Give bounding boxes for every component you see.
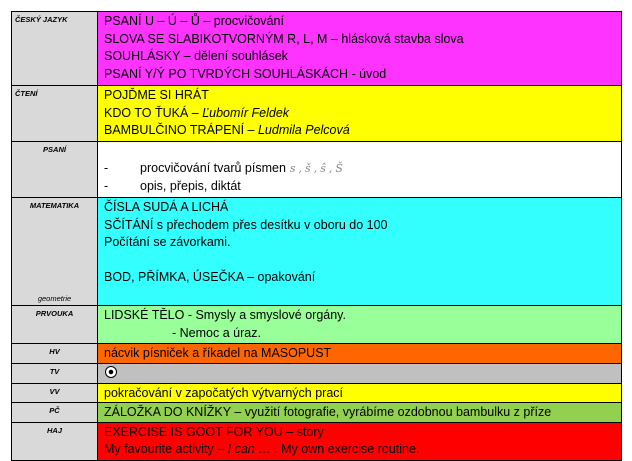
row-vv [12, 383, 622, 403]
cteni-line-1: POJĎME SI HRÁT [104, 88, 209, 102]
psani-bullet-2-text: opis, přepis, diktát [140, 178, 241, 193]
subject-cteni: ČTENÍ [12, 86, 98, 142]
subject-cesky-jazyk: ČESKÝ JAZYK [12, 12, 98, 86]
content-haj [98, 422, 622, 460]
content-vv: pokračování v započatých výtvarných prací [98, 383, 622, 403]
cteni-title-3: BAMBULČINO TRÁPENÍ – [104, 123, 258, 137]
bullet-dash: - [104, 161, 109, 175]
content-hv: nácvik písniček a říkadel na MASOPUST [98, 344, 622, 364]
row-cesky-jazyk [12, 12, 622, 86]
haj-line-2-c: My own exercise routine. [277, 442, 420, 456]
bullet-dash: - [104, 178, 109, 193]
content-matematika [98, 198, 622, 306]
subject-pc: PČ [12, 403, 98, 423]
cteni-line-2 [104, 105, 621, 123]
subject-hv: HV [12, 344, 98, 364]
subject-vv: VV [12, 383, 98, 403]
psani-bullet-1 [104, 160, 621, 178]
subject-prvouka: PRVOUKA [12, 306, 98, 344]
subject-matematika-label: MATEMATIKA [29, 201, 80, 210]
cteni-title-2: KDO TO ŤUKÁ – [104, 105, 203, 120]
haj-line-2 [104, 441, 621, 459]
subject-haj: HAJ [12, 422, 98, 460]
cesky-line-4: PSANÍ Y/Ý PO TVRDÝCH SOUHLÁSKÁCH - úvod [104, 66, 387, 81]
cteni-line-3 [104, 122, 621, 140]
mat-line-3: Počítání se závorkami. [104, 235, 231, 249]
mat-line-4: BOD, PŘÍMKA, ÚSEČKA – opakování [104, 270, 316, 284]
row-hv [12, 344, 622, 364]
content-tv [98, 364, 622, 384]
content-pc: ZÁLOŽKA DO KNÍŽKY – využití fotografie, vyrábíme ozdobnou bambulku z příze [98, 403, 622, 423]
psani-bullet-2 [104, 178, 621, 196]
row-haj [12, 422, 622, 460]
subject-psani: PSANÍ [12, 142, 98, 198]
content-psani [98, 142, 622, 198]
row-cteni [12, 86, 622, 142]
content-prvouka [98, 306, 622, 344]
row-pc [12, 403, 622, 423]
haj-line-2-b: I can … . [227, 442, 278, 456]
haj-line-2-a: My favourite activity – [104, 442, 228, 456]
cteni-author-2: Ľubomír Feldek [202, 105, 290, 120]
row-matematika [12, 198, 622, 306]
content-cesky-jazyk [98, 12, 622, 86]
haj-line-1: EXERCISE IS GOOT FOR YOU – story [104, 424, 324, 439]
mat-line-1: ČÍSLA SUDÁ A LICHÁ [104, 200, 229, 214]
subject-geometrie: geometrie [37, 294, 72, 303]
psani-bullet-1-text: procvičování tvarů písmen [140, 161, 286, 175]
weekly-plan-table [11, 11, 622, 461]
subject-tv: TV [12, 364, 98, 384]
cesky-line-3: SOUHLÁSKY – dělení souhlásek [104, 49, 288, 63]
row-psani [12, 142, 622, 198]
content-cteni [98, 86, 622, 142]
cesky-line-1: PSANÍ U – Ú – Ů – procvičování [104, 14, 284, 28]
mat-blank [104, 252, 621, 270]
cesky-line-2: SLOVA SE SLABIKOTVORNÝM R, L, M – hlásková stavba slova [104, 31, 464, 46]
row-prvouka [12, 306, 622, 344]
subject-matematika [12, 198, 98, 306]
soccer-ball-icon [105, 366, 117, 378]
prvouka-line-1: LIDSKÉ TĚLO - Smysly a smyslové orgány. [104, 308, 346, 322]
prvouka-line-2: - Nemoc a úraz. [172, 325, 261, 340]
mat-line-2: SČÍTÁNÍ s přechodem přes desítku v oboru do 100 [104, 217, 388, 232]
handwriting-letters: s,š,ŝ,Š [289, 162, 346, 175]
row-tv [12, 364, 622, 384]
cteni-author-3: Ludmila Pelcová [257, 123, 350, 137]
